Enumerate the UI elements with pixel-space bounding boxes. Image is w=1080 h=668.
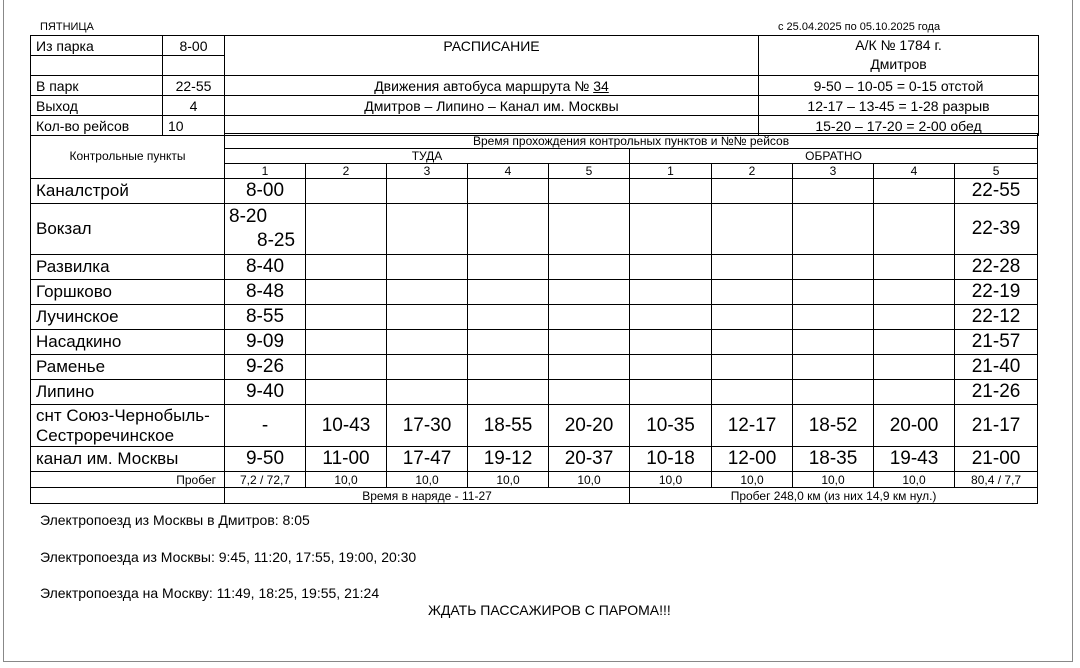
time-cell bbox=[549, 204, 630, 255]
time-cell bbox=[630, 305, 712, 330]
stop-name: Развилка bbox=[31, 255, 225, 280]
time-cell: 21-26 bbox=[955, 380, 1038, 405]
time-cell bbox=[793, 255, 874, 280]
probeg-value: 10,0 bbox=[387, 472, 468, 488]
trips-label: Кол-во рейсов bbox=[31, 116, 163, 136]
time-cell bbox=[387, 305, 468, 330]
validity-period: с 25.04.2025 по 05.10.2025 года bbox=[778, 21, 941, 33]
stop-row bbox=[31, 280, 1038, 305]
stop-name: Раменье bbox=[31, 355, 225, 380]
route-line bbox=[225, 76, 759, 96]
probeg-value: 80,4 / 7,7 bbox=[955, 472, 1038, 488]
time-cell bbox=[306, 380, 387, 405]
departure-time: 8-25 bbox=[257, 230, 296, 251]
time-cell: 9-50 bbox=[225, 447, 306, 472]
route-prefix: Движения автобуса маршрута № bbox=[374, 77, 590, 94]
time-cell bbox=[874, 355, 955, 380]
trip-number: 1 bbox=[630, 164, 712, 179]
time-cell bbox=[874, 280, 955, 305]
time-cell: 22-28 bbox=[955, 255, 1038, 280]
time-cell: 8-40 bbox=[225, 255, 306, 280]
time-cell bbox=[874, 204, 955, 255]
time-cell: 19-43 bbox=[874, 447, 955, 472]
time-cell: 17-30 bbox=[387, 405, 468, 447]
time-cell: 21-00 bbox=[955, 447, 1038, 472]
break-1: 9-50 – 10-05 = 0-15 отстой bbox=[759, 76, 1039, 96]
stop-row bbox=[31, 204, 1038, 255]
stop-rows bbox=[31, 179, 1038, 472]
time-cell bbox=[630, 355, 712, 380]
time-cell bbox=[549, 305, 630, 330]
time-cell bbox=[630, 280, 712, 305]
time-cell bbox=[712, 255, 793, 280]
blank-cell bbox=[163, 56, 225, 76]
time-cell: 21-17 bbox=[955, 405, 1038, 447]
time-cell bbox=[793, 380, 874, 405]
time-cell bbox=[712, 380, 793, 405]
ak-number: А/К № 1784 г. bbox=[855, 37, 942, 53]
time-cell: 12-00 bbox=[712, 447, 793, 472]
stop-name: Вокзал bbox=[31, 204, 225, 255]
probeg-value: 10,0 bbox=[630, 472, 712, 488]
time-cell: 9-09 bbox=[225, 330, 306, 355]
duty-time: Время в наряде - 11-27 bbox=[225, 488, 630, 504]
time-cell: 8-00 bbox=[225, 179, 306, 204]
route-path: Дмитров – Липино – Канал им. Москвы bbox=[225, 96, 759, 116]
time-cell bbox=[712, 280, 793, 305]
note-train-to-dmitrov: Электропоезд из Москвы в Дмитров: 8:05 bbox=[40, 512, 310, 528]
stop-name-line: Сестроречинское bbox=[36, 425, 175, 445]
direction-to: ТУДА bbox=[225, 149, 630, 164]
time-cell: 18-35 bbox=[793, 447, 874, 472]
time-cell bbox=[549, 380, 630, 405]
blank-cell bbox=[31, 56, 163, 76]
trip-number: 2 bbox=[306, 164, 387, 179]
trip-number: 4 bbox=[874, 164, 955, 179]
time-cell bbox=[468, 355, 549, 380]
time-cell: 9-26 bbox=[225, 355, 306, 380]
probeg-value: 10,0 bbox=[306, 472, 387, 488]
time-cell bbox=[712, 179, 793, 204]
trip-number: 5 bbox=[549, 164, 630, 179]
day-of-week: ПЯТНИЦА bbox=[40, 21, 94, 33]
trip-number: 3 bbox=[793, 164, 874, 179]
probeg-value: 10,0 bbox=[549, 472, 630, 488]
route-number: 34 bbox=[593, 77, 609, 94]
schedule-title: РАСПИСАНИЕ bbox=[225, 36, 759, 76]
time-cell: 21-57 bbox=[955, 330, 1038, 355]
time-cell bbox=[306, 330, 387, 355]
time-cell bbox=[549, 280, 630, 305]
probeg-value: 10,0 bbox=[712, 472, 793, 488]
time-cell bbox=[468, 255, 549, 280]
time-cell: 10-18 bbox=[630, 447, 712, 472]
time-cell bbox=[468, 305, 549, 330]
time-cell bbox=[549, 179, 630, 204]
time-cell bbox=[874, 380, 955, 405]
time-cell: 22-19 bbox=[955, 280, 1038, 305]
time-cell bbox=[468, 204, 549, 255]
time-cell bbox=[468, 330, 549, 355]
time-cell: 18-55 bbox=[468, 405, 549, 447]
schedule-header-table bbox=[30, 35, 1039, 136]
stop-name-line: снт Союз-Чернобыль- bbox=[36, 405, 210, 425]
stop-name: Лучинское bbox=[31, 305, 225, 330]
time-cell bbox=[874, 305, 955, 330]
time-cell bbox=[793, 204, 874, 255]
to-park-value: 22-55 bbox=[163, 76, 225, 96]
stop-name bbox=[31, 405, 225, 447]
checkpoints-header: Контрольные пункты bbox=[31, 134, 225, 179]
stop-row bbox=[31, 380, 1038, 405]
blank-cell bbox=[31, 488, 225, 504]
time-cell bbox=[387, 179, 468, 204]
time-cell: 17-47 bbox=[387, 447, 468, 472]
trip-number: 5 bbox=[955, 164, 1038, 179]
time-cell: 22-39 bbox=[955, 204, 1038, 255]
time-cell bbox=[387, 280, 468, 305]
stop-name: Липино bbox=[31, 380, 225, 405]
summary-row bbox=[31, 488, 1038, 504]
break-3: 15-20 – 17-20 = 2-00 обед bbox=[759, 116, 1039, 136]
time-cell bbox=[874, 179, 955, 204]
ak-city: Дмитров bbox=[870, 56, 927, 72]
total-probeg: Пробег 248,0 км (из них 14,9 км нул.) bbox=[630, 488, 1038, 504]
time-cell bbox=[793, 305, 874, 330]
time-cell bbox=[468, 380, 549, 405]
note-trains-to-moscow: Электропоезда на Москву: 11:49, 18:25, 19:55, 21:24 bbox=[40, 585, 380, 601]
stop-row bbox=[31, 355, 1038, 380]
time-cell bbox=[549, 330, 630, 355]
stop-name: Горшково bbox=[31, 280, 225, 305]
time-cell bbox=[306, 204, 387, 255]
wait-passengers-notice: ЖДАТЬ ПАССАЖИРОВ С ПАРОМА!!! bbox=[428, 602, 671, 618]
exit-label: Выход bbox=[31, 96, 163, 116]
time-cell bbox=[793, 179, 874, 204]
time-cell: - bbox=[225, 405, 306, 447]
time-cell bbox=[306, 280, 387, 305]
time-header: Время прохождения контрольных пунктов и №№ рейсов bbox=[225, 134, 1038, 149]
time-cell bbox=[225, 204, 306, 255]
time-cell bbox=[549, 255, 630, 280]
time-cell bbox=[387, 330, 468, 355]
time-cell: 20-00 bbox=[874, 405, 955, 447]
time-cell: 12-17 bbox=[712, 405, 793, 447]
time-cell bbox=[630, 255, 712, 280]
time-cell: 22-55 bbox=[955, 179, 1038, 204]
direction-back: ОБРАТНО bbox=[630, 149, 1038, 164]
stop-row bbox=[31, 255, 1038, 280]
time-cell bbox=[468, 280, 549, 305]
to-park-label: В парк bbox=[31, 76, 163, 96]
trip-number: 3 bbox=[387, 164, 468, 179]
trip-number: 1 bbox=[225, 164, 306, 179]
stop-name: канал им. Москвы bbox=[31, 447, 225, 472]
time-cell bbox=[712, 330, 793, 355]
time-cell: 9-40 bbox=[225, 380, 306, 405]
time-cell bbox=[793, 330, 874, 355]
time-cell: 18-52 bbox=[793, 405, 874, 447]
time-cell bbox=[630, 330, 712, 355]
stop-row bbox=[31, 330, 1038, 355]
time-cell bbox=[306, 355, 387, 380]
time-cell: 21-40 bbox=[955, 355, 1038, 380]
note-trains-from-moscow: Электропоезда из Москвы: 9:45, 11:20, 17:55, 19:00, 20:30 bbox=[40, 549, 417, 565]
schedule-table bbox=[30, 133, 1038, 504]
time-cell bbox=[712, 355, 793, 380]
arrival-time: 8-20 bbox=[229, 206, 268, 227]
time-cell bbox=[306, 305, 387, 330]
time-cell: 22-12 bbox=[955, 305, 1038, 330]
ak-info bbox=[759, 36, 1039, 76]
time-cell bbox=[387, 204, 468, 255]
stop-row bbox=[31, 447, 1038, 472]
probeg-value: 10,0 bbox=[874, 472, 955, 488]
time-cell bbox=[468, 179, 549, 204]
stop-row bbox=[31, 305, 1038, 330]
time-cell bbox=[874, 330, 955, 355]
stop-row bbox=[31, 405, 1038, 447]
stop-name: Насадкино bbox=[31, 330, 225, 355]
from-park-value: 8-00 bbox=[163, 36, 225, 56]
time-cell: 20-37 bbox=[549, 447, 630, 472]
time-cell bbox=[387, 355, 468, 380]
time-cell bbox=[793, 355, 874, 380]
time-cell bbox=[712, 204, 793, 255]
probeg-value: 7,2 / 72,7 bbox=[225, 472, 306, 488]
break-2: 12-17 – 13-45 = 1-28 разрыв bbox=[759, 96, 1039, 116]
trip-number: 4 bbox=[468, 164, 549, 179]
trip-number: 2 bbox=[712, 164, 793, 179]
time-cell: 11-00 bbox=[306, 447, 387, 472]
time-cell: 8-48 bbox=[225, 280, 306, 305]
time-cell bbox=[630, 179, 712, 204]
probeg-row bbox=[31, 472, 1038, 488]
time-cell bbox=[874, 255, 955, 280]
time-cell: 20-20 bbox=[549, 405, 630, 447]
stop-row bbox=[31, 179, 1038, 204]
time-cell bbox=[549, 355, 630, 380]
time-cell: 19-12 bbox=[468, 447, 549, 472]
probeg-label: Пробег bbox=[31, 472, 225, 488]
time-cell bbox=[630, 204, 712, 255]
probeg-value: 10,0 bbox=[468, 472, 549, 488]
time-cell bbox=[712, 305, 793, 330]
stop-name: Каналстрой bbox=[31, 179, 225, 204]
time-cell bbox=[306, 179, 387, 204]
trips-value: 10 bbox=[163, 116, 225, 136]
time-cell: 8-55 bbox=[225, 305, 306, 330]
time-cell bbox=[387, 255, 468, 280]
time-cell bbox=[793, 280, 874, 305]
time-cell bbox=[306, 255, 387, 280]
time-cell bbox=[630, 380, 712, 405]
time-cell bbox=[387, 380, 468, 405]
exit-value: 4 bbox=[163, 96, 225, 116]
probeg-value: 10,0 bbox=[793, 472, 874, 488]
time-cell: 10-43 bbox=[306, 405, 387, 447]
from-park-label: Из парка bbox=[31, 36, 163, 56]
time-cell: 10-35 bbox=[630, 405, 712, 447]
